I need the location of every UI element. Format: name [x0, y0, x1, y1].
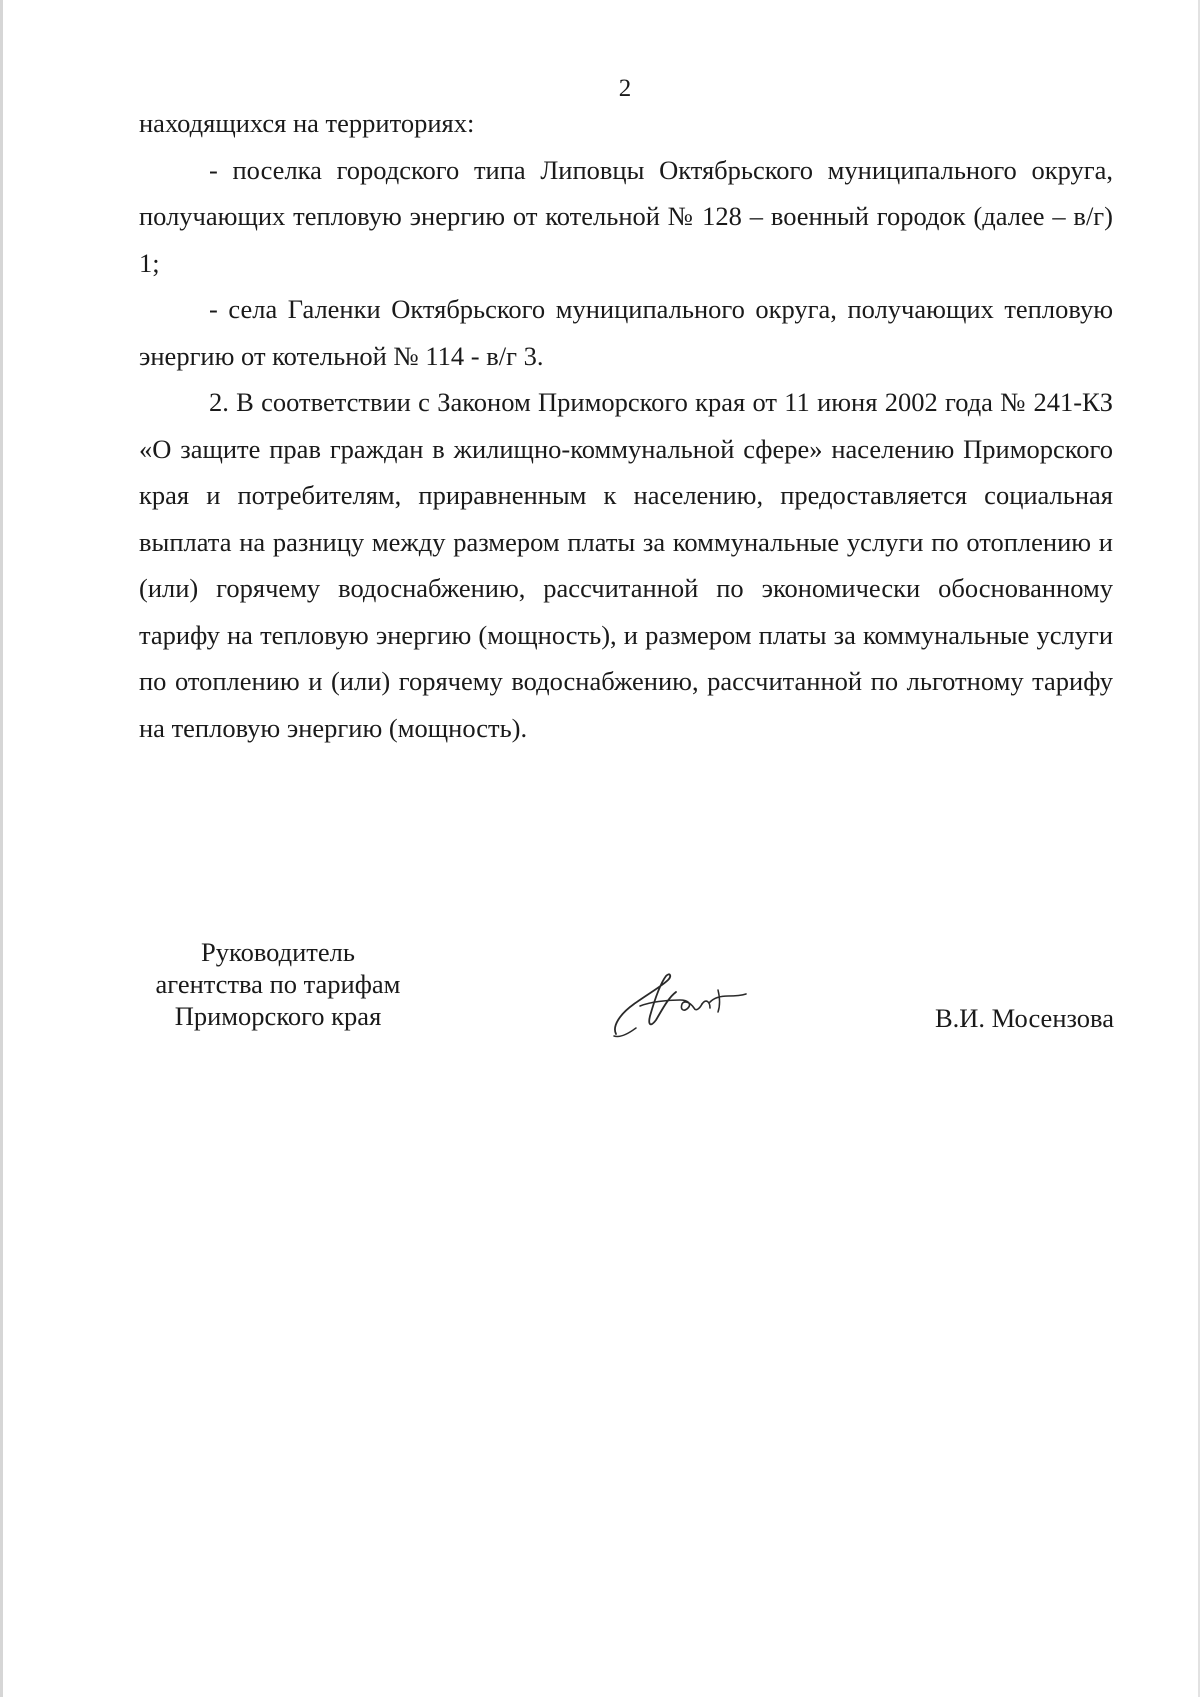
signatory-title-line: агентства по тарифам [155, 969, 401, 999]
signatory-title-line: Руководитель [201, 937, 355, 967]
signatory-title [138, 936, 418, 1032]
handwritten-signature [610, 958, 750, 1040]
signatory-title-line: Приморского края [174, 1001, 382, 1031]
scan-edge-left [0, 0, 3, 1697]
document-body [139, 100, 1113, 751]
page-number: 2 [618, 75, 632, 102]
signatory-name: В.И. Мосензова [934, 1003, 1114, 1033]
paragraph-intro: находящихся на территориях: [139, 108, 475, 138]
paragraph-galenki: - села Галенки Октябрьского муниципального округа, получающих тепловую энергию от котельной № 114 - в/г 3. [139, 294, 1113, 371]
paragraph-social-payment: 2. В соответствии с Законом Приморского края от 11 июня 2002 года № 241-КЗ «О защите прав граждан в жилищно-коммунальной сфере» населению Приморского края и потребителям, приравненным к населению, предоставляется социальная выплата на разницу между размером платы за коммунальные услуги по отоплению и (или) горячему водоснабжению, рассчитанной по экономически обоснованному тарифу на тепловую энергию (мощность), и размером платы за коммунальные услуги по отоплению и (или) горячему водоснабжению, рассчитанной по льготному тарифу на тепловую энергию (мощность). [139, 387, 1113, 743]
paragraph-lipovtsy: - поселка городского типа Липовцы Октябрьского муниципального округа, получающих тепловую энергию от котельной № 128 – военный городок (далее – в/г) 1; [139, 154, 1113, 278]
